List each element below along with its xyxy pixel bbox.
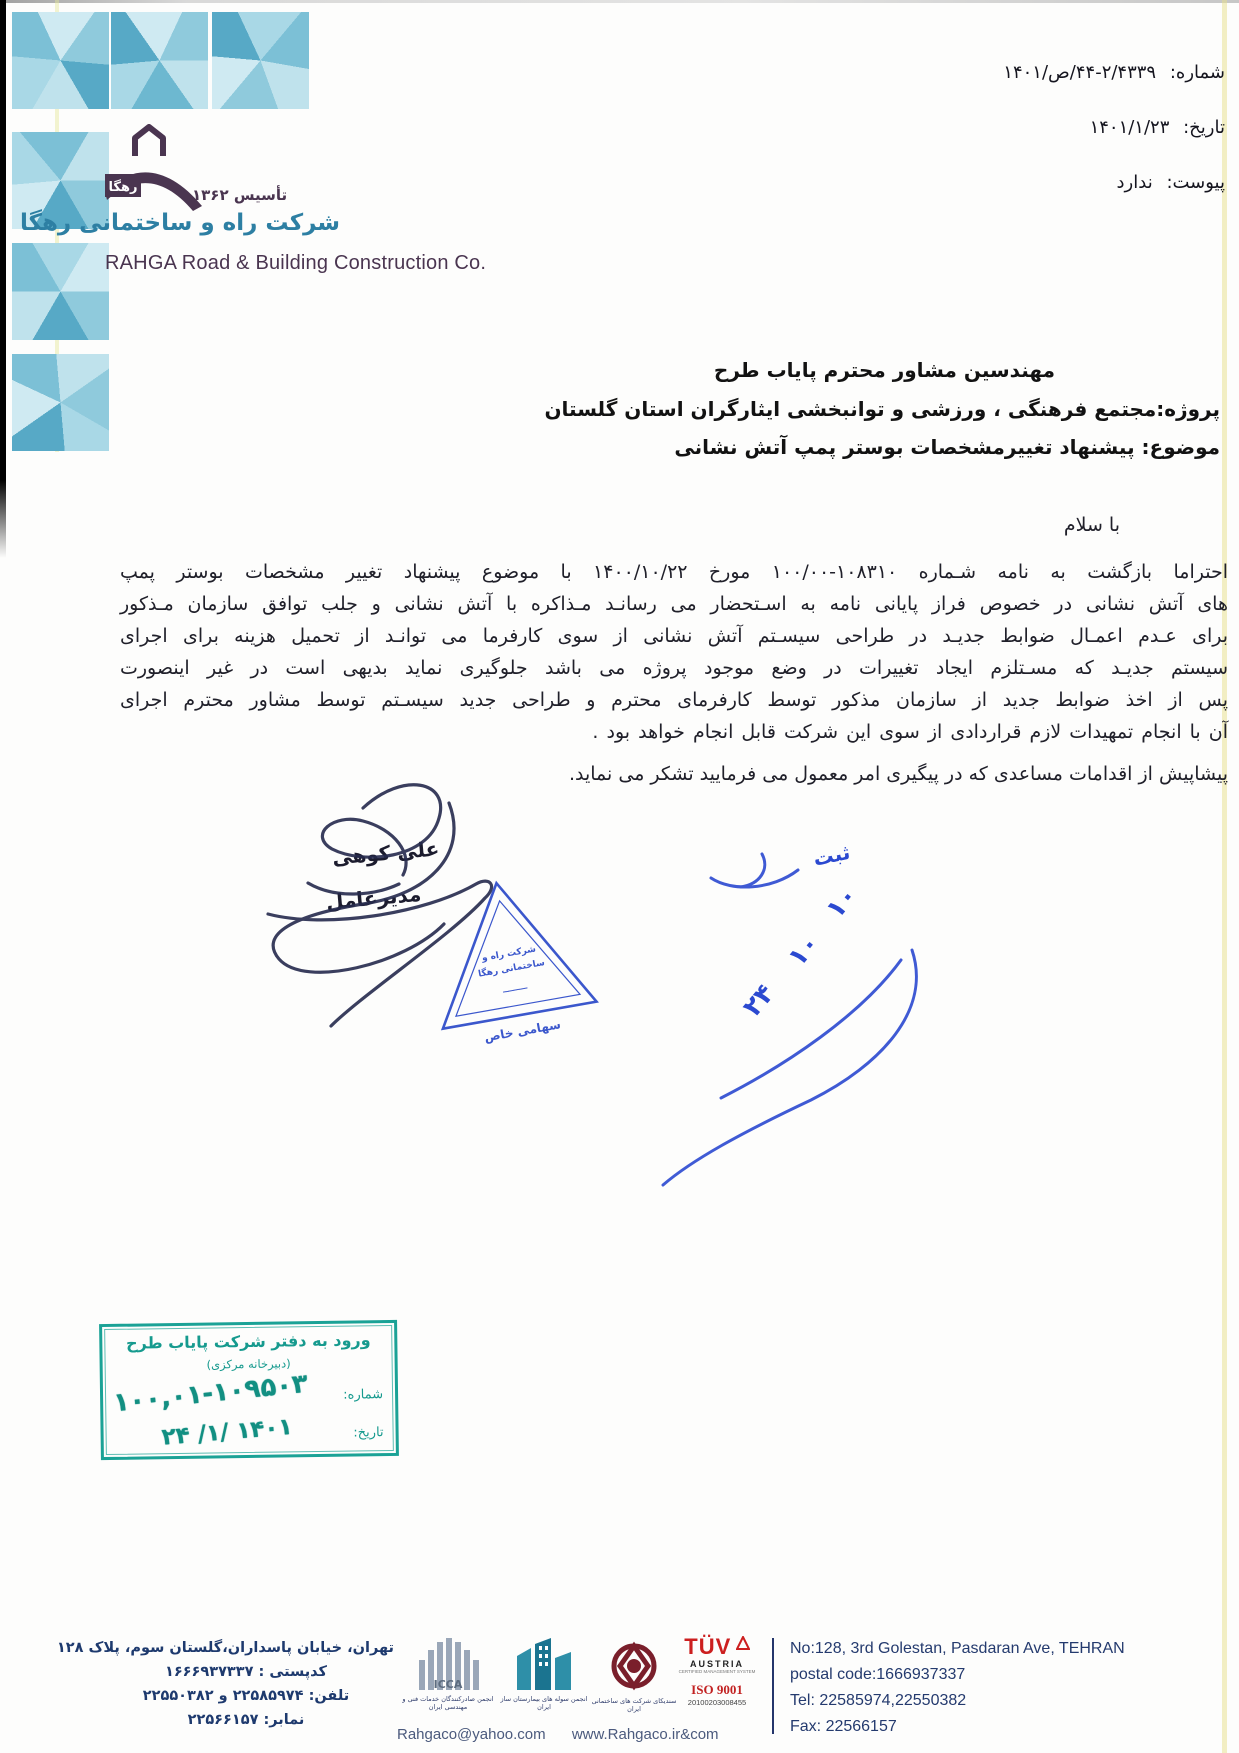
footer-fa-line: نمابر: ۲۲۵۶۶۱۵۷: [187, 1712, 305, 1728]
builders-association-logo: [498, 1638, 590, 1711]
tuv-certified-text: CERTIFIED MANAGEMENT SYSTEM: [678, 1669, 756, 1674]
entry-stamp-number-value: ۱۰۰,۰۱-۱۰۹۵۰۳: [112, 1368, 310, 1419]
entry-stamp-date-value: ۲۴ /۱/ ۱۴۰۱: [160, 1413, 294, 1451]
footer-address-fa: [56, 1636, 394, 1732]
closing-line: پیشاپیش از اقدامات مساعدی که در پیگیری امر معمول می فرمایید تشکر می نماید.: [568, 763, 1228, 785]
footer-fa-line: تهران، خیابان پاسداران،گلستان سوم، پلاک ۱۲۸: [56, 1640, 394, 1656]
letterhead-tile: [212, 12, 309, 109]
entry-stamp-date-label: تاریخ:: [353, 1425, 384, 1441]
footer-en-line: Fax: 22566157: [790, 1718, 897, 1735]
subject-line: موضوع: پیشنهاد تغییرمشخصات بوستر پمپ آتش نشانی: [674, 435, 1220, 459]
company-seal-stamp: [411, 862, 610, 1057]
blue-handwriting: [600, 828, 970, 1218]
svg-text:رهگا: رهگا: [108, 180, 138, 195]
letterhead-tile: [12, 12, 109, 109]
iso-9001-label: ISO 9001: [691, 1682, 743, 1697]
svg-text:ثبت: ثبت: [811, 839, 853, 871]
letterhead-tile: [12, 354, 109, 451]
entry-stamp-number-label: شماره:: [343, 1387, 384, 1403]
iso-certificate-number: 20100203008455: [687, 1698, 747, 1707]
letter-attachment-value: ندارد: [1116, 172, 1153, 193]
scan-edge-artifact: [0, 0, 6, 558]
footer-contact-links: [397, 1726, 719, 1743]
body-line: آن با انجام تمهیدات لازم قراردادی از سوی این شرکت قابل انجام خواهد بود .: [592, 721, 1228, 743]
footer-en-line: postal code:1666937337: [790, 1666, 966, 1683]
syndicate-logo: [588, 1640, 680, 1713]
footer-address-en: [790, 1636, 1125, 1740]
website-address: www.Rahgaco.ir&com: [571, 1726, 719, 1743]
icca-caption: انجمن صادرکنندگان خدمات فنی و مهندسی ایران: [402, 1695, 494, 1711]
company-name-fa: شرکت راه و ساختمانی رهگا: [19, 210, 340, 236]
signatory-name: علی کوهی: [331, 836, 441, 870]
letter-date-row: [1003, 117, 1225, 138]
letter-date-label: تاریخ:: [1183, 117, 1225, 138]
letter-body: [120, 556, 1228, 790]
recipient-line: مهندسین مشاور محترم پایاب طرح: [713, 358, 1055, 382]
letter-date-value: ۱۴۰۱/۱/۲۳: [1089, 117, 1170, 138]
builders-association-caption: انجمن سوله های بیمارستان ساز ایران: [500, 1695, 588, 1711]
footer-fa-line: تلفن: ۲۲۵۸۵۹۷۴ و ۲۲۵۵۰۳۸۲: [142, 1688, 350, 1704]
entry-stamp-subtitle: (دبیرخانه مرکزی): [206, 1356, 291, 1372]
body-line: احتراما بازگشت به نامه شـماره ۱۰۸۳۱۰-۱۰۰/۰۰ مورخ ۱۴۰۰/۱۰/۲۲ با موضوع پیشنهاد تغییر مشخصات بوستر پمپ: [120, 561, 1228, 583]
svg-text:ساختمانی رهگا: ساختمانی رهگا: [477, 958, 546, 980]
company-logo-icon: [105, 124, 203, 212]
email-address: Rahgaco@yahoo.com: [397, 1726, 546, 1743]
icca-logo: [402, 1638, 494, 1711]
body-line: سیستم جدیـد که مسـتلزم ایجاد تغییرات در وضع موجود پروژه می باشد جلوگیری نماید بدیهی است در غیر اینصورت: [120, 657, 1228, 679]
body-line: پس از اخذ ضوابط جدید از سازمان مذکور توسط کارفرمای محترم و طراحی جدید سیسـتم توسط مشاور محترم اجرای: [120, 689, 1228, 711]
footer-divider: [772, 1638, 774, 1734]
letter-number-row: [1003, 62, 1225, 83]
syndicate-caption: سندیکای شرکت های ساختمانی ایران: [591, 1697, 677, 1713]
scan-line-artifact: [1222, 0, 1227, 1753]
letter-meta-block: [1003, 62, 1225, 227]
footer-fa-line: کدپستی : ۱۶۶۶۹۳۷۳۳۷: [164, 1664, 327, 1680]
project-line: پروژه:مجتمع فرهنگی ، ورزشی و توانبخشی ایثارگران استان گلستان: [544, 397, 1220, 421]
tuv-triangle-icon: [736, 1636, 750, 1650]
founded-year-text: تأسیس ۱۳۶۲: [192, 186, 288, 204]
company-name-en: RAHGA Road & Building Construction Co.: [105, 252, 487, 274]
letterhead-tile: [12, 243, 109, 340]
letter-attachment-row: [1003, 172, 1225, 193]
letter-attachment-label: پیوست:: [1166, 172, 1225, 193]
svg-text:۲۴: ۲۴: [737, 978, 781, 1023]
svg-text:ـــــــــ: ـــــــــ: [502, 981, 528, 995]
footer-en-line: Tel: 22585974,22550382: [790, 1692, 967, 1709]
scan-edge-artifact: [0, 0, 1239, 3]
letter-number-value: ۲/۴۳۳۹-۴۴/ص/۱۴۰۱: [1003, 62, 1157, 83]
entry-stamp: [99, 1320, 399, 1460]
tuv-country: AUSTRIA: [690, 1659, 744, 1669]
svg-text:ICCA: ICCA: [433, 1678, 463, 1690]
svg-text:۱۰: ۱۰: [820, 880, 864, 925]
svg-text:شرکت راه و: شرکت راه و: [481, 944, 537, 964]
svg-text:۱۰: ۱۰: [782, 928, 826, 973]
letter-number-label: شماره:: [1169, 62, 1225, 83]
letterhead-tile: [111, 12, 208, 109]
entry-stamp-title: ورود به دفتر شرکت پایاب طرح: [125, 1330, 371, 1353]
salutation: با سلام: [1063, 514, 1120, 536]
signatory-title: مدیرعامل: [325, 881, 423, 915]
body-line: برای عـدم اعمـال ضوابط جدیـد در طراحی سیسـتم آتش نشانی از سوی کارفرما می توانـد از تحمیل هزینه برای اجرای: [120, 625, 1228, 647]
svg-text:سهامی خاص: سهامی خاص: [483, 1017, 562, 1045]
footer-en-line: No:128, 3rd Golestan, Pasdaran Ave, TEHRAN: [790, 1640, 1125, 1657]
tuv-logo: TÜV: [684, 1634, 732, 1659]
tuv-iso-certification: [672, 1636, 762, 1707]
body-line: های آتش نشانی در خصوص فراز پایانی نامه به اسـتحضار می رسانـد مـذاکره با آتش نشانی و جلب توافق سازمان مـذکور: [120, 593, 1228, 615]
